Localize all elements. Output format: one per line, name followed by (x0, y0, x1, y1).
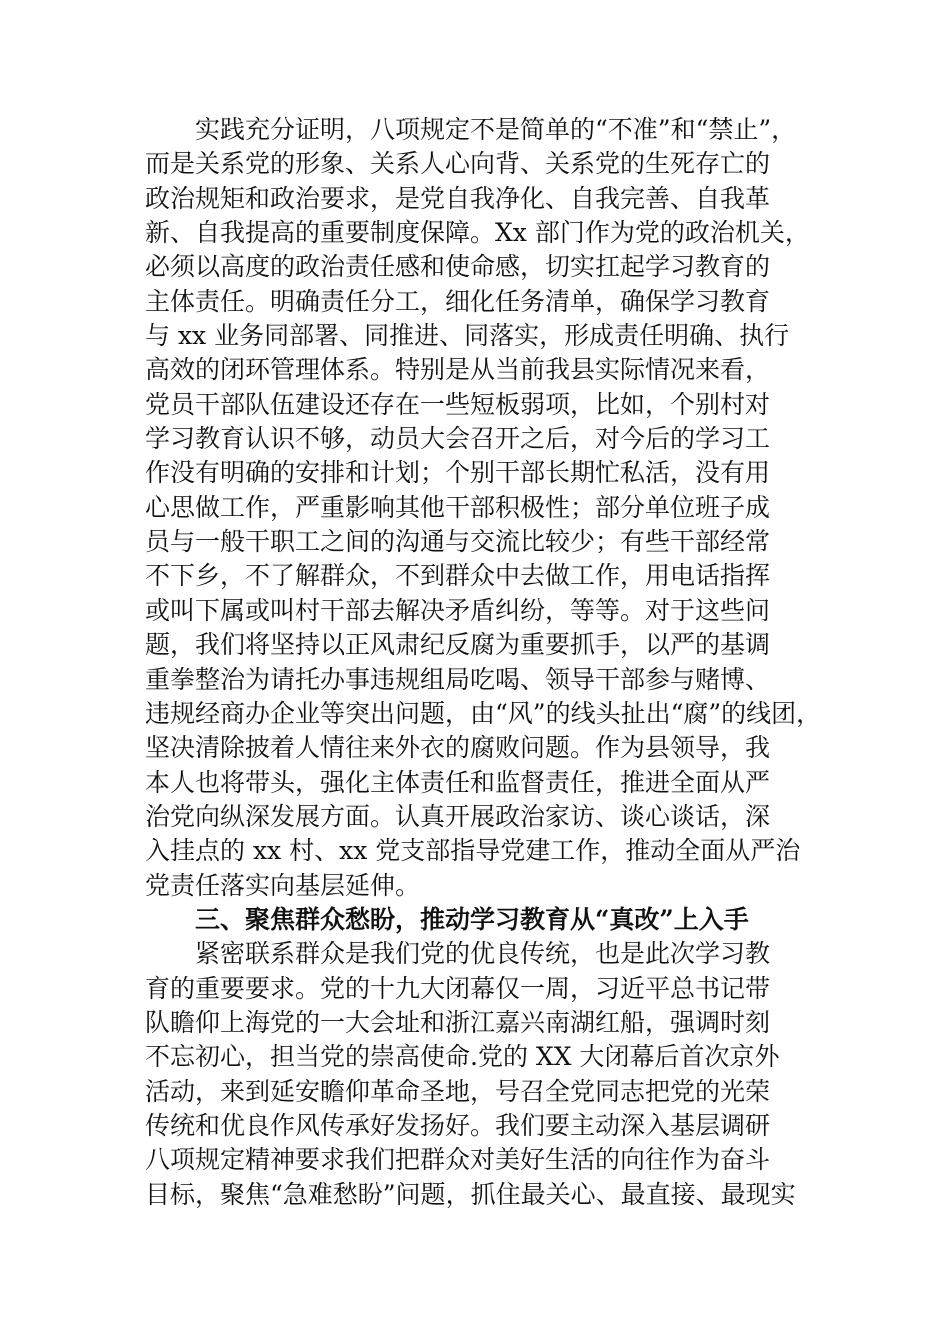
text-line: 党员干部队伍建设还存在一些短板弱项，比如，个别村对 (145, 389, 771, 419)
text-line: 不忘初心，担当党的崇高使命.党的 XX 大闭幕后首次京外 (145, 1042, 780, 1072)
text-line: 坚决清除披着人情往来外衣的腐败问题。作为县领导，我 (145, 733, 771, 763)
text-line: 八项规定精神要求我们把群众对美好生活的向往作为奋斗 (145, 1145, 771, 1175)
text-line: 员与一般干职工之间的沟通与交流比较少；有些干部经常 (145, 527, 771, 557)
text-line: 本人也将带头，强化主体责任和监督责任，推进全面从严 (145, 767, 771, 797)
text-line: 队瞻仰上海党的一大会址和浙江嘉兴南湖红船，强调时刻 (145, 1007, 771, 1037)
text-line: 不下乡，不了解群众，不到群众中去做工作，用电话指挥 (145, 561, 771, 591)
text-line: 新、自我提高的重要制度保障。Xx 部门作为党的政治机关， (145, 218, 810, 248)
section-heading: 三、聚焦群众愁盼，推动学习教育从“真改”上入手 (195, 904, 749, 934)
text-line: 必须以高度的政治责任感和使命感，切实扛起学习教育的 (145, 252, 771, 282)
text-line: 题，我们将坚持以正风肃纪反腐为重要抓手，以严的基调 (145, 630, 771, 660)
text-line: 党责任落实向基层延伸。 (145, 870, 421, 900)
text-line: 高效的闭环管理体系。特别是从当前我县实际情况来看， (145, 355, 771, 385)
text-line: 活动，来到延安瞻仰革命圣地，号召全党同志把党的光荣 (145, 1076, 771, 1106)
text-line: 治党向纵深发展方面。认真开展政治家访、谈心谈话，深 (145, 801, 771, 831)
text-line: 或叫下属或叫村干部去解决矛盾纠纷，等等。对于这些问 (145, 595, 771, 625)
text-line: 育的重要要求。党的十九大闭幕仅一周，习近平总书记带 (145, 973, 771, 1003)
text-line: 紧密联系群众是我们党的优良传统，也是此次学习教 (195, 939, 771, 969)
text-line: 实践充分证明，八项规定不是简单的“不准”和“禁止”， (195, 115, 797, 144)
text-line: 而是关系党的形象、关系人心向背、关系党的生死存亡的 (145, 149, 771, 179)
text-line: 目标，聚焦“急难愁盼”问题，抓住最关心、最直接、最现实 (145, 1179, 796, 1209)
text-line: 违规经商办企业等突出问题，由“风”的线头扯出“腐”的线团， (145, 698, 822, 728)
document-body (145, 113, 835, 1212)
text-line: 学习教育认识不够，动员大会召开之后，对今后的学习工 (145, 424, 771, 454)
text-line: 传统和优良作风传承好发扬好。我们要主动深入基层调研 (145, 1110, 771, 1140)
text-line: 作没有明确的安排和计划；个别干部长期忙私活，没有用 (145, 458, 771, 488)
text-line: 重拳整治为请托办事违规组局吃喝、领导干部参与赌博、 (145, 664, 771, 694)
text-line: 与 xx 业务同部署、同推进、同落实，形成责任明确、执行 (145, 321, 790, 351)
text-line: 政治规矩和政治要求，是党自我净化、自我完善、自我革 (145, 183, 771, 213)
text-line: 入挂点的 xx 村、xx 党支部指导党建工作，推动全面从严治 (145, 836, 801, 866)
text-line: 主体责任。明确责任分工，细化任务清单，确保学习教育 (145, 286, 771, 316)
text-line: 心思做工作，严重影响其他干部积极性；部分单位班子成 (145, 492, 771, 522)
